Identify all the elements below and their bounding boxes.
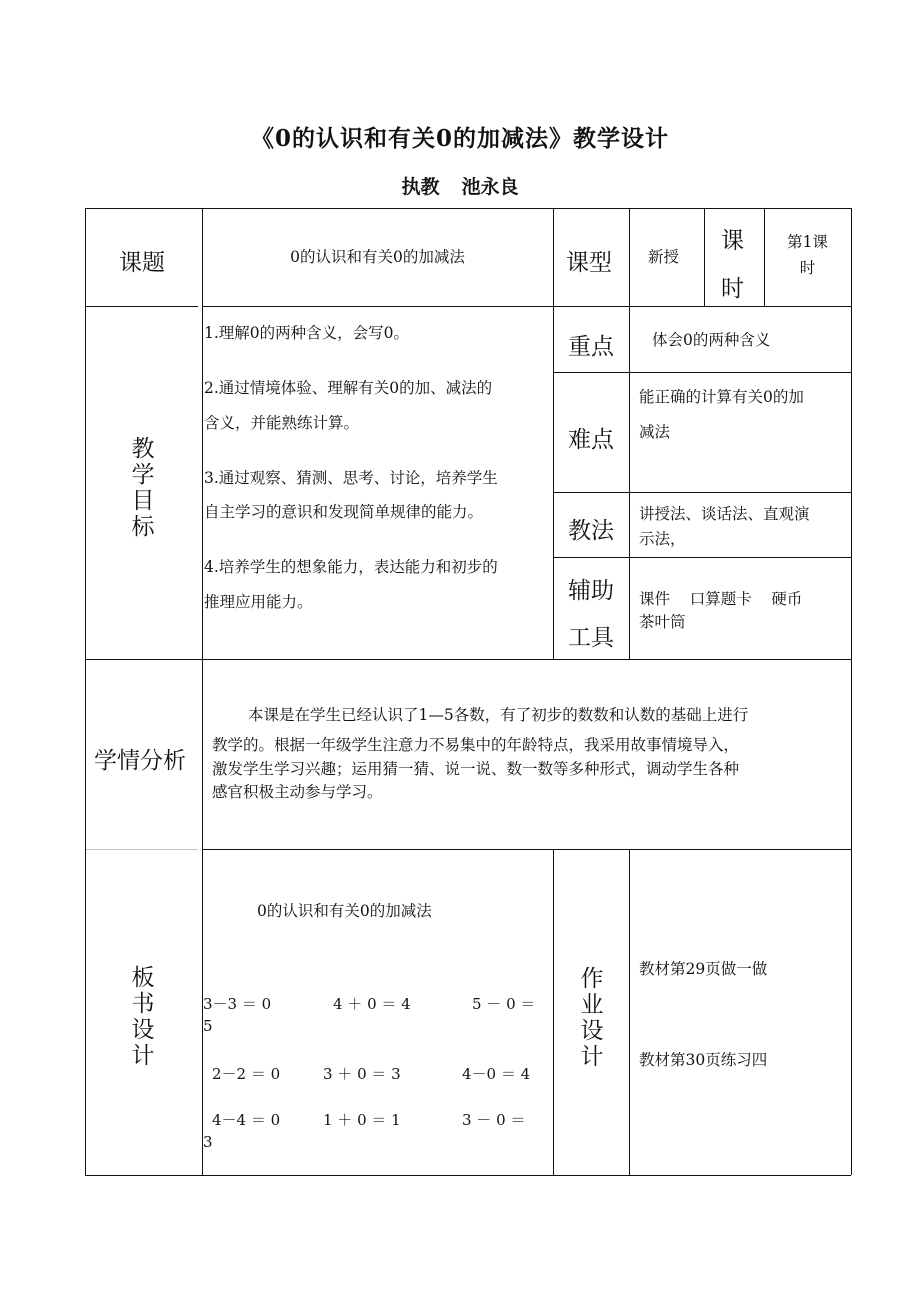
analysis-line-1: 本课是在学生已经认识了1—5各数，有了初步的数数和认数的基础上进行 <box>248 706 749 724</box>
column-divider <box>629 849 630 1175</box>
period-value-top: 第1课 <box>787 233 828 251</box>
author-name: 池永良 <box>461 176 519 198</box>
board-title: 0的认识和有关0的加减法 <box>257 902 432 920</box>
difficulty-line-2: 减法 <box>639 423 671 441</box>
column-divider <box>629 208 630 659</box>
row-divider <box>202 306 851 307</box>
analysis-line-4: 感官积极主动参与学习。 <box>212 783 383 801</box>
goal-item-3-line-2: 自主学习的意识和发现简单规律的能力。 <box>204 503 484 521</box>
table-border-right <box>851 208 852 1175</box>
table-border-left <box>85 208 86 1175</box>
table-border-top <box>85 208 851 209</box>
author-label: 执教 <box>401 176 440 198</box>
column-divider <box>553 208 554 659</box>
equation: 4 ＋ 0 ＝ 4 <box>333 995 411 1013</box>
difficulty-label: 难点 <box>568 427 614 453</box>
analysis-line-2: 教学的。根据一年级学生注意力不易集中的年龄特点，我采用故事情境导入， <box>212 736 740 754</box>
equation: 2－2 ＝ 0 <box>212 1065 281 1083</box>
equation: 5 － 0 ＝ <box>472 995 536 1013</box>
equation: 3 ＋ 0 ＝ 3 <box>323 1065 401 1083</box>
method-label: 教法 <box>568 518 614 544</box>
tools-line-2: 茶叶筒 <box>639 613 686 631</box>
document-title: 《0的认识和有关0的加减法》教学设计 <box>250 125 669 152</box>
equation: 3 － 0 ＝ <box>462 1111 526 1129</box>
type-label: 课型 <box>566 250 612 276</box>
type-value: 新授 <box>648 248 680 266</box>
table-border-bottom <box>85 1175 851 1176</box>
tools-line-1: 课件 口算题卡 硬币 <box>639 590 803 608</box>
homework-item-2: 教材第30页练习四 <box>639 1051 768 1069</box>
tools-label-line-1: 辅助 <box>568 578 614 604</box>
equation-wrap: 3 <box>203 1133 213 1151</box>
equation: 4－4 ＝ 0 <box>212 1111 281 1129</box>
period-label-top: 课 <box>721 228 744 254</box>
row-divider <box>553 557 851 558</box>
author-line <box>0 172 920 199</box>
row-divider-faint <box>85 849 198 850</box>
equation: 1 ＋ 0 ＝ 1 <box>323 1111 401 1129</box>
key-point-value: 体会0的两种含义 <box>652 331 771 349</box>
row-divider <box>85 659 851 660</box>
period-label-bottom: 时 <box>721 276 744 302</box>
goal-item-1: 1.理解0的两种含义，会写0。 <box>204 324 410 342</box>
tools-label-line-2: 工具 <box>568 625 614 651</box>
goal-item-4-line-2: 推理应用能力。 <box>204 593 313 611</box>
row-divider <box>85 306 198 307</box>
homework-label: 作 业 设 计 <box>580 966 604 1070</box>
goal-item-2-line-2: 含义，并能熟练计算。 <box>204 414 360 432</box>
key-point-label: 重点 <box>568 334 614 360</box>
topic-value: 0的认识和有关0的加减法 <box>290 248 465 266</box>
topic-label: 课题 <box>119 250 165 276</box>
goal-item-4-line-1: 4.培养学生的想象能力，表达能力和初步的 <box>204 558 498 576</box>
method-line-2: 示法， <box>639 530 686 548</box>
goal-item-3-line-1: 3.通过观察、猜测、思考、讨论，培养学生 <box>204 469 498 487</box>
period-value-bottom: 时 <box>799 259 816 277</box>
equation-wrap: 5 <box>203 1017 213 1035</box>
difficulty-line-1: 能正确的计算有关0的加 <box>639 388 804 406</box>
column-divider <box>553 849 554 1175</box>
equation: 3－3 ＝ 0 <box>203 995 272 1013</box>
goal-item-2-line-1: 2.通过情境体验、理解有关0的加、减法的 <box>204 379 493 397</box>
equation: 4－0 ＝ 4 <box>462 1065 531 1083</box>
board-design-label: 板 书 设 计 <box>131 965 155 1069</box>
homework-item-1: 教材第29页做一做 <box>639 960 768 978</box>
analysis-label: 学情分析 <box>94 748 186 774</box>
row-divider <box>202 849 851 850</box>
goals-label: 教 学 目 标 <box>131 436 155 540</box>
method-line-1: 讲授法、谈话法、直观演 <box>639 505 810 523</box>
row-divider <box>553 372 851 373</box>
column-divider <box>704 208 705 306</box>
row-divider <box>553 492 851 493</box>
analysis-line-3: 激发学生学习兴趣；运用猜一猜、说一说、数一数等多种形式，调动学生各种 <box>212 760 740 778</box>
